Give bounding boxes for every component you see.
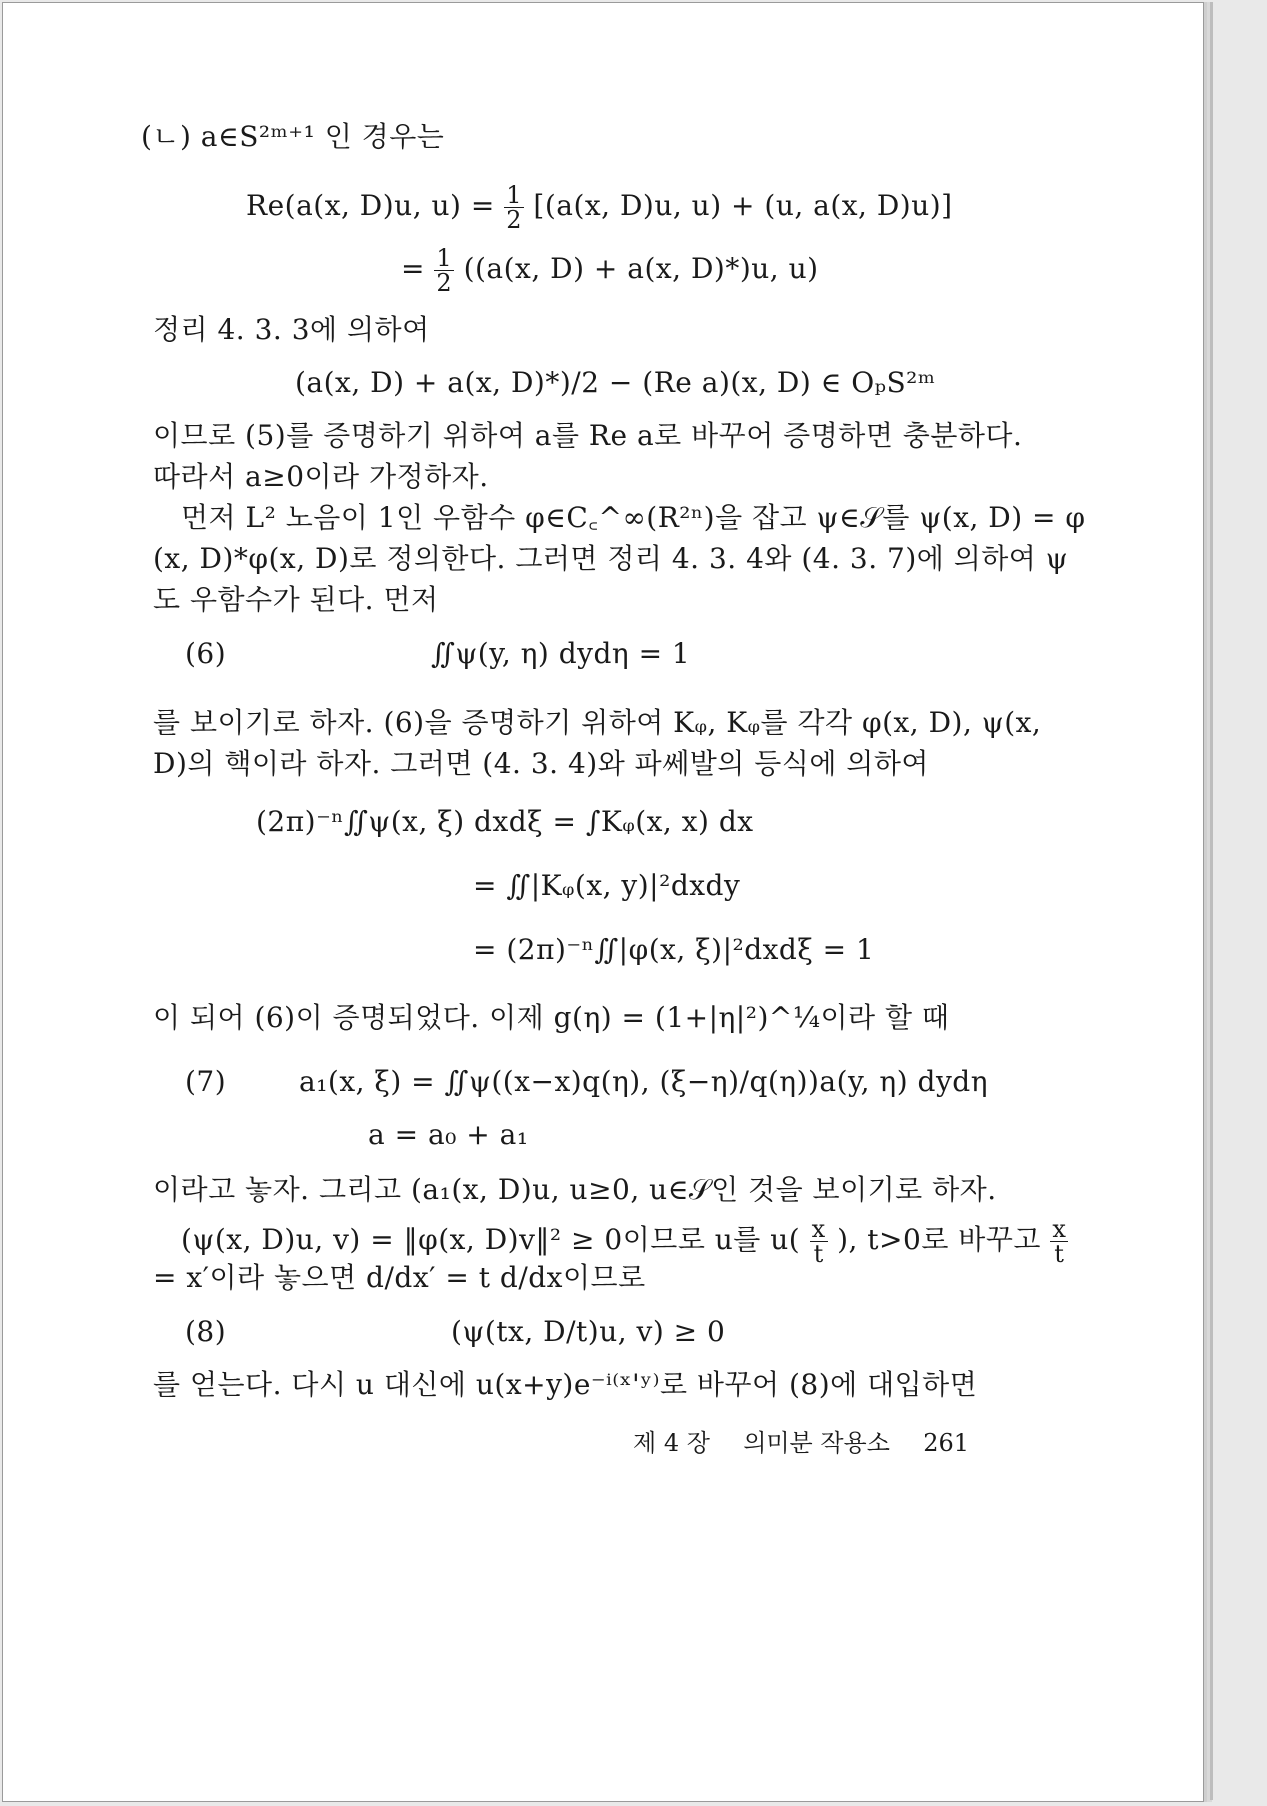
equation-6: ∬ψ(y, η) dydη = 1: [431, 637, 691, 670]
text-line-21-start: (ψ(x, D)u, v) = ‖φ(x, D)v‖² ≥ 0이므로 u를 u(: [181, 1223, 801, 1256]
text-line-10: 도 우함수가 된다. 먼저: [153, 583, 439, 616]
text-line-17: 이 되어 (6)이 증명되었다. 이제 g(η) = (1+|η|²)^¼이라 할 때: [153, 1001, 950, 1034]
equation-number-7: (7): [185, 1065, 227, 1098]
text-line-8: 먼저 L² 노음이 1인 우함수 φ∈C꜀^∞(R²ⁿ)을 잡고 ψ∈𝒮를 ψ(x, D) = φ: [181, 501, 1086, 534]
fraction-x-over-t: $\frac{x}{t}$: [811, 1215, 826, 1268]
equation-8: (ψ(tx, D/t)u, v) ≥ 0: [451, 1315, 726, 1348]
fraction-one-half-2: $\frac{1}{2}$: [436, 244, 453, 297]
text-line-4: 정리 4. 3. 3에 의하여: [153, 313, 430, 346]
page-number: 261: [923, 1429, 970, 1457]
text-line-22: = x′이라 놓으면 d/dx′ = t d/dx이므로: [153, 1261, 646, 1294]
page-footer: [633, 1423, 969, 1458]
equation-re-rhs-2: ((a(x, D) + a(x, D)*)u, u): [463, 252, 819, 285]
equation-decomposition: a = a₀ + a₁: [368, 1118, 529, 1151]
footer-chapter: 제 4 장: [633, 1429, 710, 1457]
equation-parseval-1: (2π)⁻ⁿ∬ψ(x, ξ) dxdξ = ∫Kᵩ(x, x) dx: [256, 805, 754, 838]
equation-number-8: (8): [185, 1315, 227, 1348]
equation-7: a₁(x, ξ) = ∬ψ((x−x)q(η), (ξ−η)/q(η))a(y, η) dydη: [299, 1065, 988, 1098]
text-line-21-end: ), t>0로 바꾸고: [837, 1223, 1041, 1256]
fraction-x-over-t-2: $\frac{x}{t}$: [1052, 1215, 1067, 1268]
equation-re-line-2: [401, 246, 819, 295]
equation-parseval-3: = (2π)⁻ⁿ∬|φ(x, ξ)|²dxdξ = 1: [473, 933, 875, 966]
footer-chapter-title: 의미분 작용소: [743, 1429, 890, 1457]
text-line-6: 이므로 (5)를 증명하기 위하여 a를 Re a로 바꾸어 증명하면 충분하다.: [153, 419, 1023, 452]
text-line-1: (ㄴ) a∈S²ᵐ⁺¹ 인 경우는: [141, 120, 445, 153]
equation-re-lhs: Re(a(x, D)u, u) =: [246, 189, 505, 222]
page-edge-shadow: [1210, 2, 1213, 1800]
text-line-7: 따라서 a≥0이라 가정하자.: [153, 460, 489, 493]
text-line-13: D)의 핵이라 하자. 그러면 (4. 3. 4)와 파쎄발의 등식에 의하여: [153, 747, 929, 780]
equation-re-line-1: [246, 183, 953, 232]
equation-parseval-2: = ∬|Kᵩ(x, y)|²dxdy: [473, 869, 741, 902]
text-line-12: 를 보이기로 하자. (6)을 증명하기 위하여 Kᵩ, Kᵩ를 각각 φ(x, D), ψ(x,: [153, 706, 1042, 739]
text-line-24: 를 얻는다. 다시 u 대신에 u(x+y)e⁻ⁱ⁽ˣ'ʸ⁾로 바꾸어 (8)에 대입하면: [153, 1368, 978, 1401]
equation-symbol-class: (a(x, D) + a(x, D)*)/2 − (Re a)(x, D) ∈ OₚS²ᵐ: [295, 366, 936, 399]
text-line-20: 이라고 놓자. 그리고 (a₁(x, D)u, u≥0, u∈𝒮인 것을 보이기로 하자.: [153, 1173, 997, 1206]
fraction-one-half: $\frac{1}{2}$: [506, 181, 522, 234]
text-line-21: [181, 1217, 1068, 1266]
equation-equals: =: [401, 252, 435, 285]
equation-number-6: (6): [185, 637, 227, 670]
text-line-9: (x, D)*φ(x, D)로 정의한다. 그러면 정리 4. 3. 4와 (4. 3. 7)에 의하여 ψ: [153, 542, 1069, 575]
document-page: [2, 2, 1204, 1802]
equation-re-rhs: [(a(x, D)u, u) + (u, a(x, D)u)]: [533, 189, 953, 222]
